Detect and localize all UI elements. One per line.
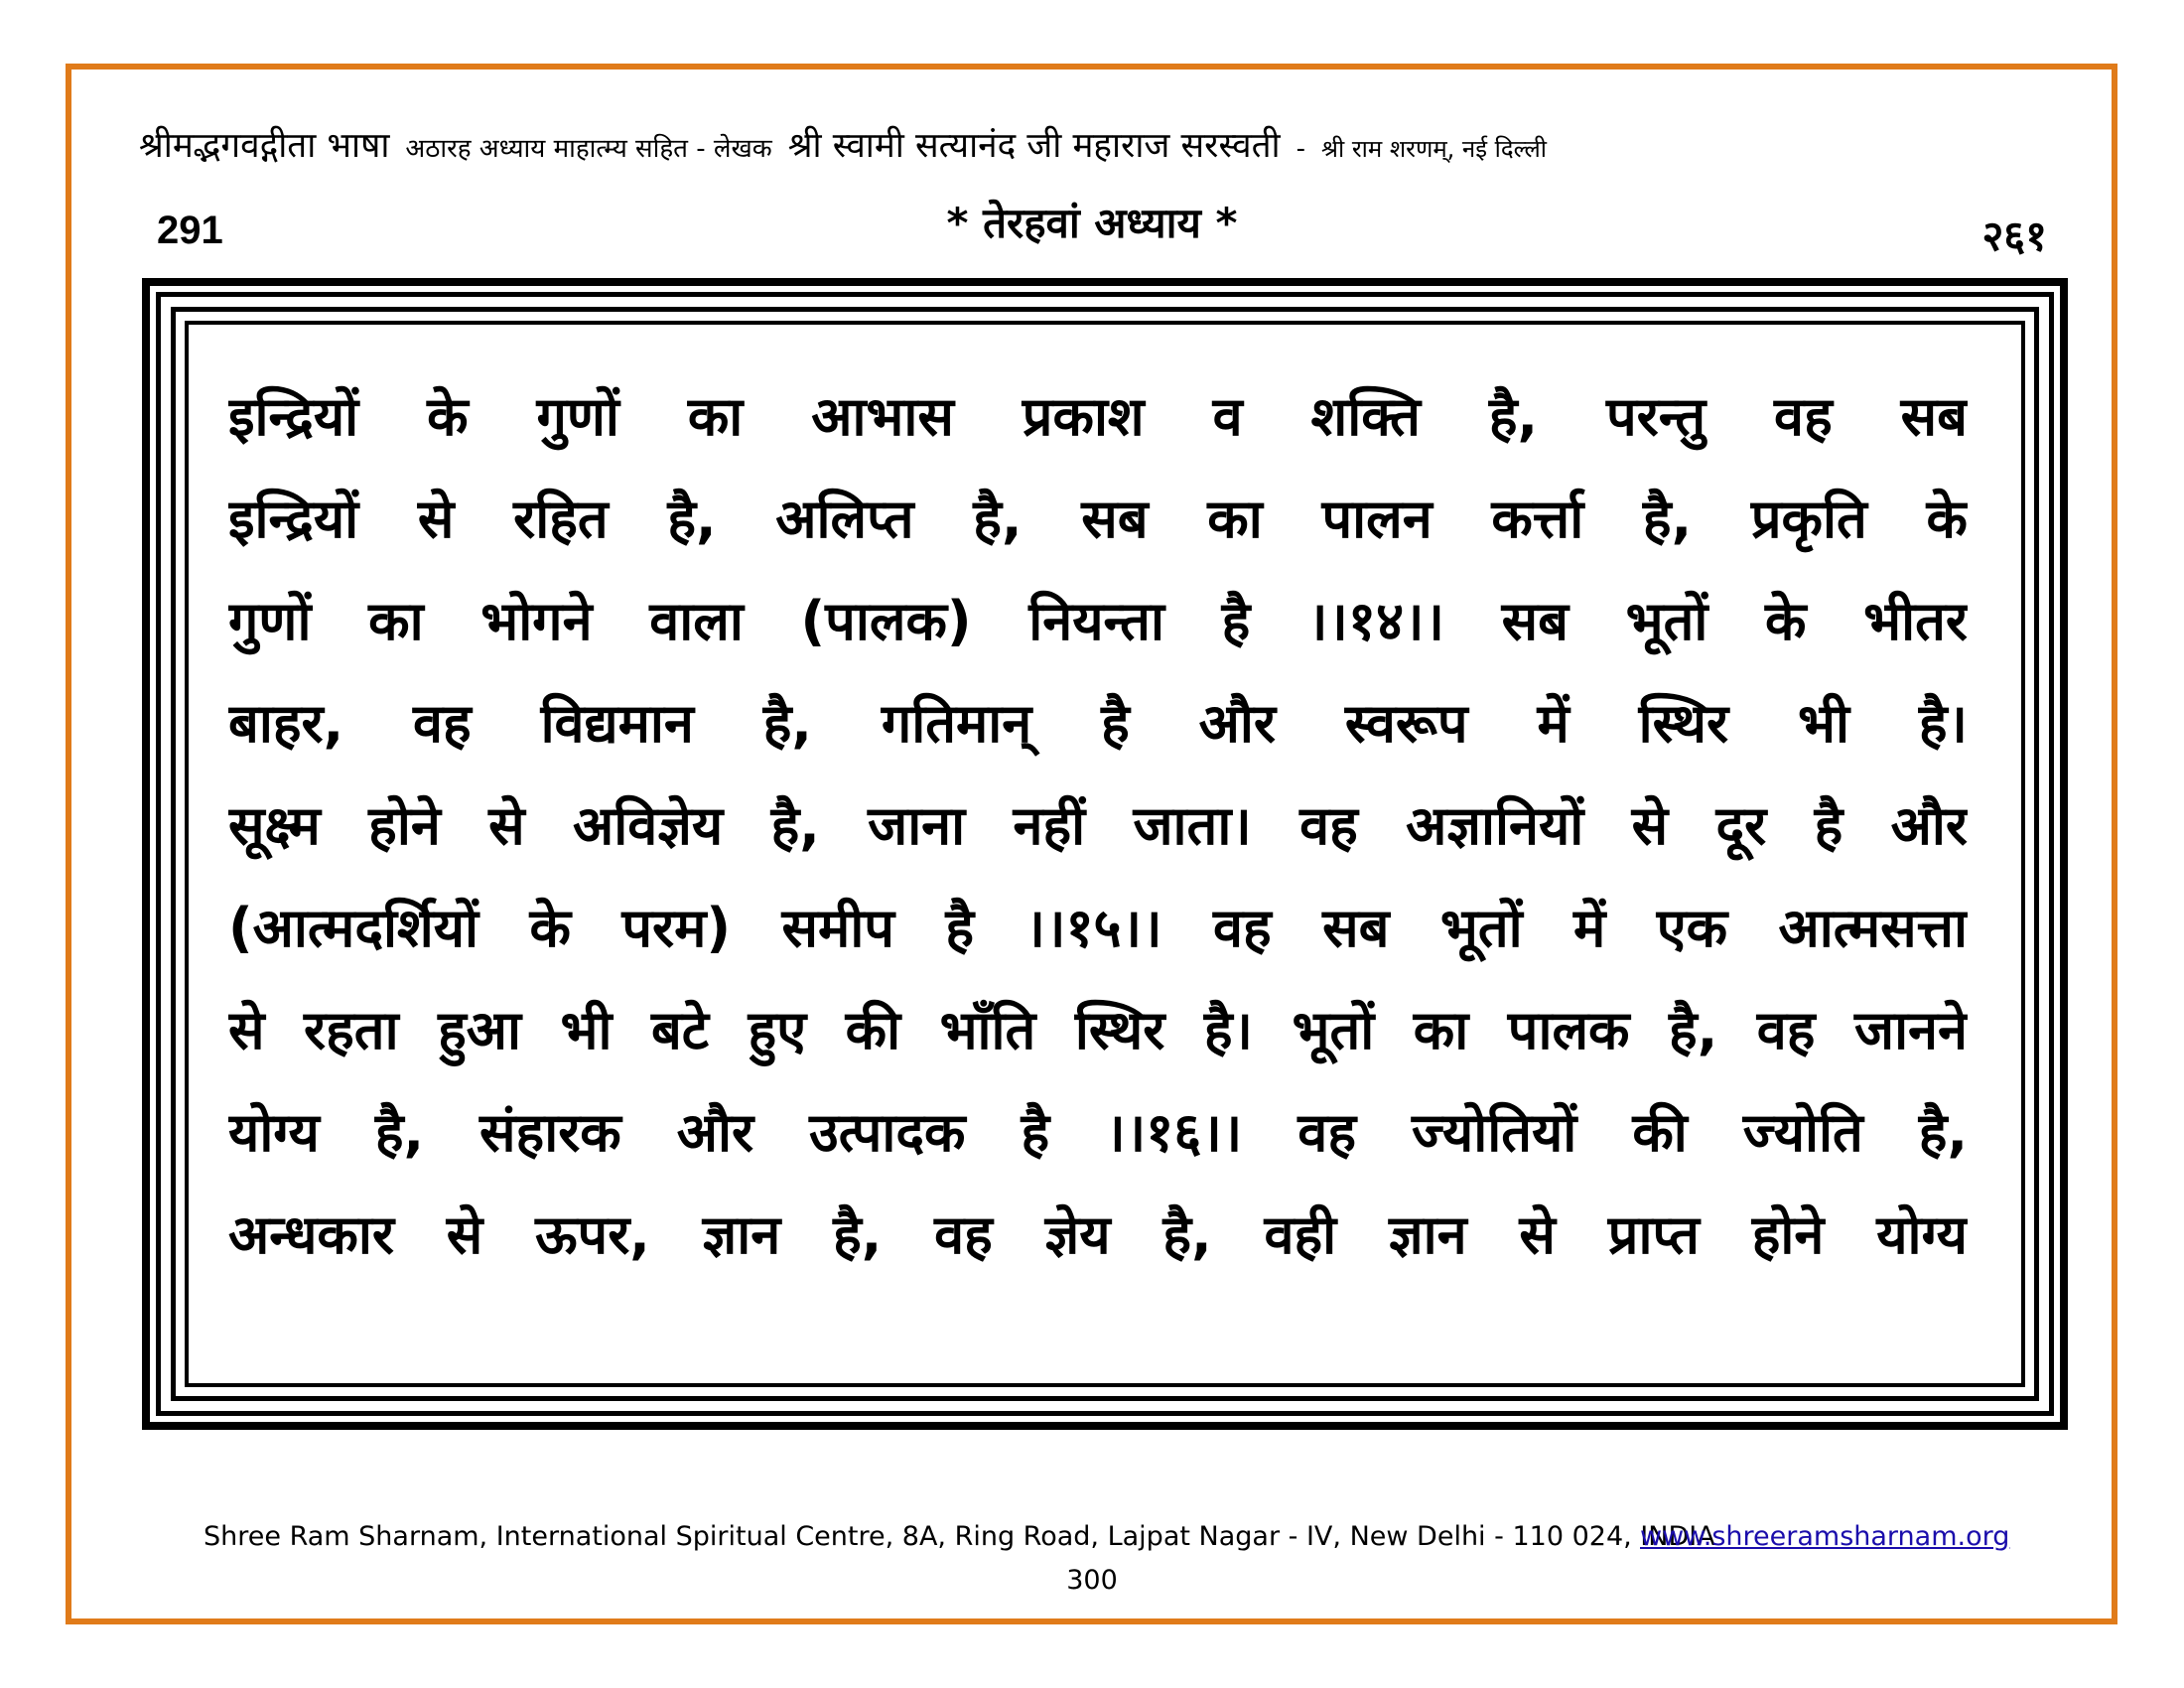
footer-address: Shree Ram Sharnam, International Spiritual Centre, 8A, Ring Road, Lajpat Nagar - IV, New Delhi - 110 024, INDIA [204,1521,1715,1552]
verse-line: गुणों का भोगने वाला (पालक) नियन्ता है ।।१४।। सब भूतों के भीतर [228,590,1968,652]
book-subtitle: अठारह अध्याय माहात्म्य सहित - लेखक [405,134,772,164]
verse-line: सूक्ष्म होने से अविज्ञेय है, जाना नहीं जाता। वह अज्ञानियों से दूर है और [228,794,1968,857]
verse-line: (आत्मदर्शियों के परम) समीप है ।।१५।। वह सब भूतों में एक आत्मसत्ता [228,897,1968,959]
verse-line: बाहर, वह विद्यमान है, गतिमान् है और स्वरूप में स्थिर भी है। [228,692,1968,755]
page-number-arabic: 291 [157,209,223,252]
book-title: श्रीमद्भगवद्गीता भाषा [139,126,390,166]
author-name: श्री स्वामी सत्यानंद जी महाराज सरस्वती [787,126,1281,166]
footer-page-number: 300 [1066,1565,1118,1596]
page-header [139,121,2065,173]
header-separator: - [1296,134,1305,164]
verse-text [228,377,1968,1298]
verse-line: से रहता हुआ भी बटे हुए की भाँति स्थिर है। भूतों का पालक है, वह जानने [228,999,1968,1061]
verse-line: योग्य है, संहारक और उत्पादक है ।।१६।। वह ज्योतियों की ज्योति है, [228,1101,1968,1164]
page-number-devanagari: २६१ [1981,211,2047,260]
chapter-title: * तेरहवां अध्याय * [946,199,1238,247]
verse-line: अन्धकार से ऊपर, ज्ञान है, वह ज्ञेय है, वही ज्ञान से प्राप्त होने योग्य [228,1203,1968,1266]
verse-line: इन्द्रियों से रहित है, अलिप्त है, सब का पालन कर्त्ता है, प्रकृति के [228,488,1968,550]
publisher-name: श्री राम शरणम्, नई दिल्ली [1320,135,1547,163]
website-link[interactable]: www.shreeramsharnam.org [1640,1521,2010,1552]
verse-line: इन्द्रियों के गुणों का आभास प्रकाश व शक्ति है, परन्तु वह सब [228,385,1968,448]
